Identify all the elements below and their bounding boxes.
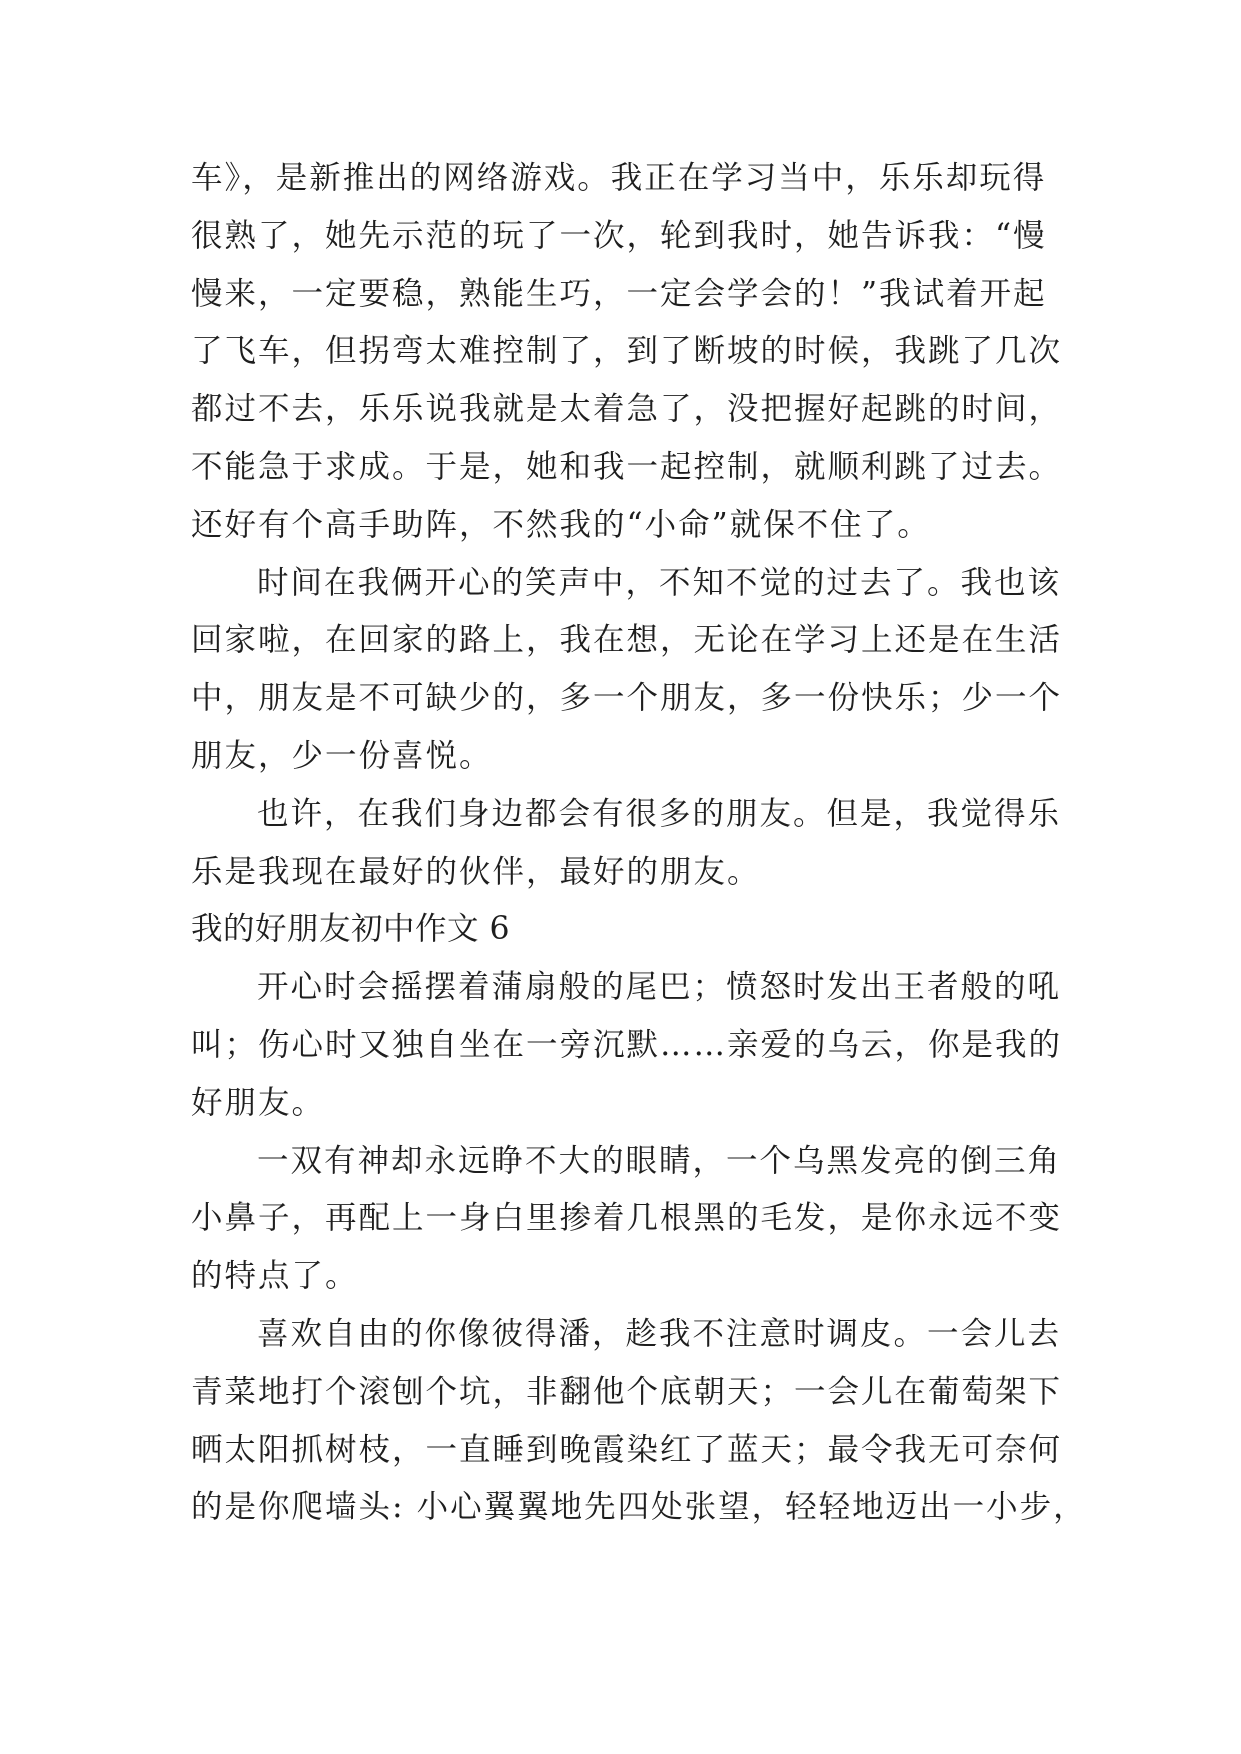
paragraph-first-line: 喜欢自由的你像彼得潘，趁我不注意时调皮。一会儿去 [257,1315,1062,1352]
text-line: 的特点了。 [191,1258,359,1295]
text-line: 晒太阳抓树枝，一直睡到晚霞染红了蓝天；最令我无可奈何 [191,1431,1063,1468]
text-line: 车》，是新推出的网络游戏。我正在学习当中，乐乐却玩得 [191,160,1047,196]
text-line: 乐是我现在最好的伙伴，最好的朋友。 [191,853,761,890]
text-line: 的是你爬墙头: 小心翼翼地先四处张望，轻轻地迈出一小步， [191,1489,1087,1526]
text-line: 中，朋友是不可缺少的，多一个朋友，多一份快乐；少一个 [191,680,1063,717]
text-line: 还好有个高手助阵，不然我的“小命”就保不住了。 [191,506,931,543]
text-line: 不能急于求成。于是，她和我一起控制，就顺利跳了过去。 [191,448,1063,485]
paragraph-first-line: 开心时会摇摆着蒲扇般的尾巴；愤怒时发出王者般的吼 [257,969,1062,1006]
section-heading: 我的好朋友初中作文 6 [191,911,511,948]
text-line: 了飞车，但拐弯太难控制了，到了断坡的时候，我跳了几次 [191,333,1063,370]
text-line: 青菜地打个滚刨个坑，非翻他个底朝天；一会儿在葡萄架下 [191,1373,1063,1410]
text-line: 都过不去，乐乐说我就是太着急了，没把握好起跳的时间， [191,391,1063,428]
text-line: 很熟了，她先示范的玩了一次，轮到我时，她告诉我：“慢 [191,217,1047,254]
text-line: 回家啦，在回家的路上，我在想，无论在学习上还是在生活 [191,622,1063,659]
paragraph-first-line: 时间在我俩开心的笑声中，不知不觉的过去了。我也该 [257,564,1062,601]
text-line: 小鼻子，再配上一身白里掺着几根黑的毛发，是你永远不变 [191,1200,1063,1237]
text-line: 慢来，一定要稳，熟能生巧，一定会学会的！”我试着开起 [191,275,1047,312]
paragraph-first-line: 也许，在我们身边都会有很多的朋友。但是，我觉得乐 [257,795,1062,832]
text-line: 朋友，少一份喜悦。 [191,737,493,774]
document-body [191,150,1087,1537]
text-line: 叫；伤心时又独自坐在一旁沉默……亲爱的乌云，你是我的 [191,1026,1063,1063]
text-line: 好朋友。 [191,1084,326,1121]
paragraph-first-line: 一双有神却永远睁不大的眼睛，一个乌黑发亮的倒三角 [257,1142,1062,1179]
